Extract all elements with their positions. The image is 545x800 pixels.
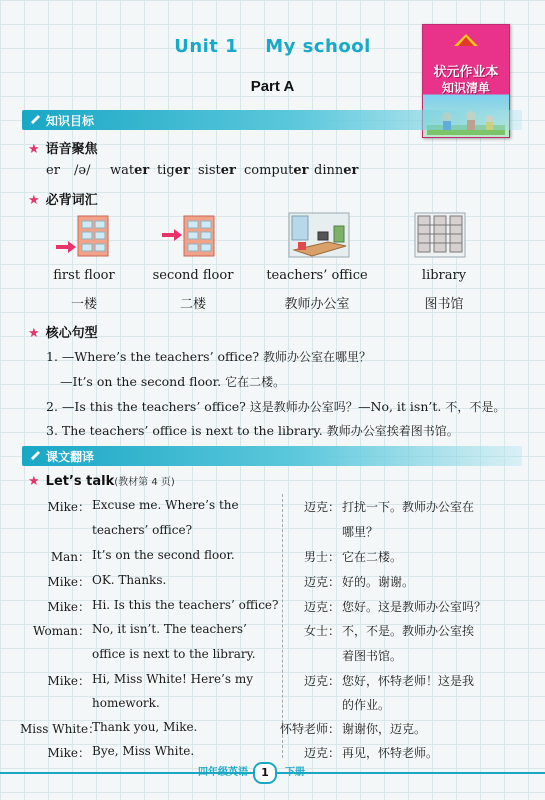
section-text-translation: 课文翻译: [22, 446, 522, 466]
pencil-icon: [28, 113, 42, 127]
footer-volume: 下册: [285, 767, 305, 778]
vocab-item: second floor 二楼: [152, 268, 234, 312]
sentence-line: —No, it isn’t. 不，不是。: [358, 399, 506, 414]
second-floor-icon: [160, 214, 216, 258]
dialogue-line: Hi. Is this the teachers’ office?: [92, 598, 279, 612]
library-icon: [414, 212, 466, 258]
star-icon: ★: [28, 326, 40, 341]
section-knowledge-goals: 知识目标: [22, 110, 522, 130]
dialogue-line: office is next to the library.: [92, 647, 256, 661]
unit-title: Unit 1 My school: [174, 36, 371, 57]
sentence-line: —It’s on the second floor. 它在二楼。: [60, 374, 286, 389]
speaker-label-zh: 迈克：: [303, 674, 340, 688]
dialogue-line-zh: 谢谢你，迈克。: [342, 722, 427, 736]
star-icon: ★: [28, 193, 40, 208]
dialogue-line-zh: 再见，怀特老师。: [342, 746, 439, 760]
dialogue-line: Hi, Miss White! Here’s my: [92, 672, 253, 686]
phonics-word: water: [110, 163, 150, 178]
dialogue-line: Bye, Miss White.: [92, 744, 195, 758]
part-title: Part A: [250, 78, 295, 95]
speaker-label: Mike：: [47, 600, 90, 614]
dialogue-line: teachers’ office?: [92, 523, 192, 537]
speaker-label-zh: 迈克：: [303, 500, 340, 514]
dialogue-line-zh: 您好。这是教师办公室吗？: [342, 600, 487, 614]
speaker-label-zh: 迈克：: [303, 600, 340, 614]
speaker-label: Mike：: [47, 746, 90, 760]
phonics-letters: er: [46, 163, 60, 178]
first-floor-icon: [54, 214, 110, 258]
star-icon: ★: [28, 474, 40, 489]
sentences-heading: ★ 核心句型: [28, 326, 98, 341]
pencil-icon: [28, 449, 42, 463]
vocab-item: first floor 一楼: [53, 268, 115, 312]
vocab-item: library 图书馆: [421, 268, 467, 312]
speaker-label: Mike：: [47, 500, 90, 514]
dialogue-line: Thank you, Mike.: [92, 720, 198, 734]
dialogue-line-zh: 不，不是。教师办公室挨: [342, 624, 475, 638]
dialogue-line: OK. Thanks.: [92, 573, 167, 587]
speaker-label-zh: 女士：: [303, 624, 340, 638]
dialogue-line-zh: 好的。谢谢。: [342, 575, 415, 589]
dialogue-line: It’s on the second floor.: [92, 548, 235, 562]
phonics-ipa: /ə/: [74, 163, 91, 178]
dialogue-line-zh: 它在二楼。: [342, 550, 403, 564]
speaker-label: Woman：: [32, 624, 90, 638]
phonics-word: tiger: [157, 163, 190, 178]
phonics-word: dinner: [314, 163, 359, 178]
cover-title: 状元作业本: [433, 65, 499, 80]
speaker-label: Mike：: [47, 674, 90, 688]
sentence-line: 3. The teachers’ office is next to the library. 教师办公室挨着图书馆。: [46, 423, 459, 438]
footer-grade: 四年级英语: [198, 767, 248, 778]
dialogue-line-zh: 打扰一下。教师办公室在: [342, 500, 475, 514]
vocabulary-heading: ★ 必背词汇: [28, 193, 98, 208]
dialogue-line-zh: 着图书馆。: [342, 649, 403, 663]
sentence-line: 1. —Where’s the teachers’ office? 教师办公室在哪里？: [46, 349, 372, 364]
sentence-line: 2. —Is this the teachers’ office? 这是教师办公室吗？: [46, 399, 358, 414]
star-icon: ★: [28, 142, 40, 157]
talk-heading: ★ Let’s talk(教材第 4 页): [28, 474, 175, 489]
dialogue-line: Excuse me. Where’s the: [92, 498, 239, 512]
dialogue-line-zh: 哪里？: [342, 525, 379, 539]
speaker-label: Mike：: [47, 575, 90, 589]
vocab-item: teachers’ office 教师办公室: [266, 268, 368, 312]
page-number: 1: [253, 762, 277, 784]
cover-subtitle: 知识清单: [441, 81, 490, 95]
dialogue-line-zh: 的作业。: [342, 698, 391, 712]
speaker-label-zh: 迈克：: [303, 746, 340, 760]
phonics-heading: ★ 语音聚焦: [28, 142, 98, 157]
speaker-label-zh: 迈克：: [303, 575, 340, 589]
dialogue-line: No, it isn’t. The teachers’: [92, 622, 247, 636]
phonics-word: sister: [198, 163, 236, 178]
speaker-label-zh: 怀特老师：: [280, 722, 341, 736]
publisher-logo-icon: [453, 33, 479, 47]
speaker-label: Miss White：: [20, 722, 101, 736]
speaker-label: Man：: [50, 550, 90, 564]
speaker-label-zh: 男士：: [303, 550, 340, 564]
dialogue-line: homework.: [92, 696, 160, 710]
office-icon: [288, 212, 350, 258]
phonics-word: computer: [244, 163, 309, 178]
dialogue-line-zh: 您好，怀特老师！这是我: [342, 674, 475, 688]
